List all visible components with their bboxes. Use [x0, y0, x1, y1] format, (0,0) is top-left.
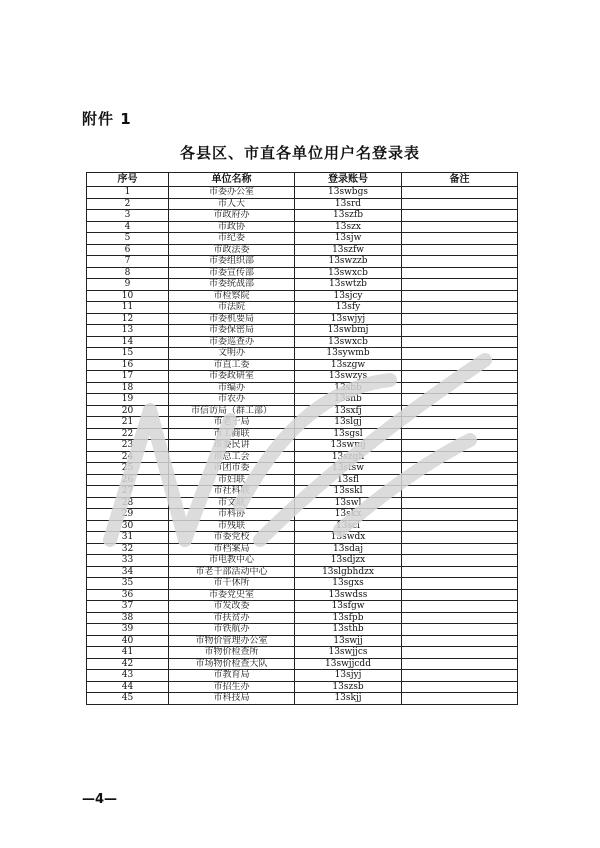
cell-index: 45: [87, 693, 169, 705]
cell-index: 23: [87, 440, 169, 452]
cell-login-account: 13swzys: [295, 371, 402, 383]
cell-login-account: 13sywmb: [295, 348, 402, 360]
cell-remarks: [402, 233, 518, 245]
table-header-row: [87, 173, 518, 187]
cell-unit-name: 市政协: [169, 221, 295, 233]
table-row: [87, 233, 518, 245]
cell-login-account: 13swjj: [295, 635, 402, 647]
cell-unit-name: 市委统战部: [169, 279, 295, 291]
cell-remarks: [402, 325, 518, 337]
cell-index: 1: [87, 187, 169, 199]
cell-login-account: 13sfy: [295, 302, 402, 314]
cell-unit-name: 市农办: [169, 394, 295, 406]
table-row: [87, 693, 518, 705]
cell-unit-name: 市委保密局: [169, 325, 295, 337]
cell-remarks: [402, 474, 518, 486]
cell-index: 27: [87, 486, 169, 498]
cell-remarks: [402, 681, 518, 693]
cell-unit-name: 市发改委: [169, 601, 295, 613]
cell-login-account: 13swbmj: [295, 325, 402, 337]
cell-remarks: [402, 290, 518, 302]
cell-remarks: [402, 382, 518, 394]
table-row: [87, 658, 518, 670]
cell-unit-name: 市政法委: [169, 244, 295, 256]
cell-index: 38: [87, 612, 169, 624]
cell-remarks: [402, 394, 518, 406]
cell-index: 8: [87, 267, 169, 279]
cell-index: 20: [87, 405, 169, 417]
cell-unit-name: 市信访局（群工部）: [169, 405, 295, 417]
cell-remarks: [402, 221, 518, 233]
cell-index: 11: [87, 302, 169, 314]
cell-unit-name: 市档案局: [169, 543, 295, 555]
cell-index: 31: [87, 532, 169, 544]
cell-index: 28: [87, 497, 169, 509]
cell-login-account: 13szsb: [295, 681, 402, 693]
table-row: [87, 405, 518, 417]
cell-remarks: [402, 601, 518, 613]
table-row: [87, 612, 518, 624]
cell-index: 4: [87, 221, 169, 233]
cell-login-account: 13sfgw: [295, 601, 402, 613]
cell-login-account: 13swdx: [295, 532, 402, 544]
cell-index: 10: [87, 290, 169, 302]
cell-unit-name: 市纪委: [169, 233, 295, 245]
cell-unit-name: 市物价检查所: [169, 647, 295, 659]
table-row: [87, 589, 518, 601]
cell-index: 5: [87, 233, 169, 245]
cell-index: 29: [87, 509, 169, 521]
cell-remarks: [402, 267, 518, 279]
cell-unit-name: 市委政研室: [169, 371, 295, 383]
cell-index: 16: [87, 359, 169, 371]
table-row: [87, 566, 518, 578]
table-row: [87, 647, 518, 659]
table-row: [87, 578, 518, 590]
cell-unit-name: 市铁航办: [169, 624, 295, 636]
cell-index: 2: [87, 198, 169, 210]
cell-remarks: [402, 532, 518, 544]
cell-index: 37: [87, 601, 169, 613]
cell-login-account: 13skx: [295, 509, 402, 521]
cell-login-account: 13sgxs: [295, 578, 402, 590]
cell-remarks: [402, 336, 518, 348]
table-row: [87, 440, 518, 452]
cell-index: 42: [87, 658, 169, 670]
cell-index: 43: [87, 670, 169, 682]
cell-index: 41: [87, 647, 169, 659]
cell-remarks: [402, 543, 518, 555]
cell-remarks: [402, 624, 518, 636]
cell-login-account: 13slgj: [295, 417, 402, 429]
cell-index: 26: [87, 474, 169, 486]
table-row: [87, 520, 518, 532]
cell-login-account: 13swtzb: [295, 279, 402, 291]
table-row: [87, 313, 518, 325]
table-row: [87, 681, 518, 693]
cell-unit-name: 市老干部活动中心: [169, 566, 295, 578]
cell-index: 13: [87, 325, 169, 337]
cell-remarks: [402, 256, 518, 268]
cell-remarks: [402, 198, 518, 210]
cell-login-account: 13szx: [295, 221, 402, 233]
table-row: [87, 670, 518, 682]
cell-index: 40: [87, 635, 169, 647]
cell-unit-name: 市招生办: [169, 681, 295, 693]
cell-unit-name: 市场物价检查大队: [169, 658, 295, 670]
cell-login-account: 13szfw: [295, 244, 402, 256]
cell-remarks: [402, 405, 518, 417]
cell-login-account: 13scl: [295, 520, 402, 532]
cell-unit-name: 市教育局: [169, 670, 295, 682]
cell-remarks: [402, 497, 518, 509]
cell-remarks: [402, 658, 518, 670]
cell-login-account: 13szfb: [295, 210, 402, 222]
cell-remarks: [402, 578, 518, 590]
cell-unit-name: 市残联: [169, 520, 295, 532]
table-row: [87, 532, 518, 544]
table-row: [87, 302, 518, 314]
cell-index: 17: [87, 371, 169, 383]
cell-unit-name: 市政府办: [169, 210, 295, 222]
table-row: [87, 486, 518, 498]
cell-unit-name: 市工商联: [169, 428, 295, 440]
cell-remarks: [402, 417, 518, 429]
cell-login-account: 13skjj: [295, 693, 402, 705]
table-row: [87, 509, 518, 521]
cell-remarks: [402, 440, 518, 452]
header-login-account: 登录账号: [295, 173, 402, 187]
header-index: 序号: [87, 173, 169, 187]
header-unit-name: 单位名称: [169, 173, 295, 187]
cell-index: 30: [87, 520, 169, 532]
cell-index: 32: [87, 543, 169, 555]
cell-remarks: [402, 670, 518, 682]
cell-login-account: 13swmj: [295, 440, 402, 452]
cell-index: 7: [87, 256, 169, 268]
cell-unit-name: 市文联: [169, 497, 295, 509]
cell-login-account: 13snb: [295, 394, 402, 406]
table-row: [87, 256, 518, 268]
table-row: [87, 348, 518, 360]
cell-unit-name: 市电教中心: [169, 555, 295, 567]
table-row: [87, 451, 518, 463]
cell-login-account: 13szgw: [295, 359, 402, 371]
cell-login-account: 13sfl: [295, 474, 402, 486]
cell-index: 21: [87, 417, 169, 429]
cell-login-account: 13slgbhdzx: [295, 566, 402, 578]
cell-unit-name: 文明办: [169, 348, 295, 360]
cell-unit-name: 市社科联: [169, 486, 295, 498]
cell-index: 35: [87, 578, 169, 590]
cell-login-account: 13sfpb: [295, 612, 402, 624]
table-row: [87, 244, 518, 256]
table-row: [87, 290, 518, 302]
cell-index: 19: [87, 394, 169, 406]
cell-login-account: 13sdaj: [295, 543, 402, 555]
page-number: —4—: [82, 792, 118, 807]
cell-unit-name: 市老干局: [169, 417, 295, 429]
cell-remarks: [402, 635, 518, 647]
cell-login-account: 13swdss: [295, 589, 402, 601]
cell-unit-name: 市团市委: [169, 463, 295, 475]
table-row: [87, 463, 518, 475]
table-row: [87, 267, 518, 279]
cell-index: 33: [87, 555, 169, 567]
cell-remarks: [402, 463, 518, 475]
table-row: [87, 635, 518, 647]
cell-login-account: 13swjyj: [295, 313, 402, 325]
cell-remarks: [402, 279, 518, 291]
table-row: [87, 221, 518, 233]
cell-remarks: [402, 520, 518, 532]
table-row: [87, 417, 518, 429]
cell-index: 34: [87, 566, 169, 578]
cell-remarks: [402, 371, 518, 383]
cell-login-account: 13swzzb: [295, 256, 402, 268]
document-title: 各县区、市直各单位用户名登录表: [179, 144, 420, 162]
cell-unit-name: 市扶贫办: [169, 612, 295, 624]
cell-index: 3: [87, 210, 169, 222]
cell-unit-name: 市检察院: [169, 290, 295, 302]
cell-unit-name: 市干休所: [169, 578, 295, 590]
cell-index: 14: [87, 336, 169, 348]
cell-login-account: 13szgh: [295, 451, 402, 463]
cell-index: 12: [87, 313, 169, 325]
table-row: [87, 198, 518, 210]
cell-login-account: 13sbb: [295, 382, 402, 394]
cell-unit-name: 市科技局: [169, 693, 295, 705]
cell-login-account: 13sdjzx: [295, 555, 402, 567]
cell-index: 22: [87, 428, 169, 440]
cell-login-account: 13sskl: [295, 486, 402, 498]
cell-remarks: [402, 348, 518, 360]
table-row: [87, 359, 518, 371]
cell-unit-name: 市委办公室: [169, 187, 295, 199]
cell-remarks: [402, 187, 518, 199]
table-row: [87, 210, 518, 222]
cell-remarks: [402, 428, 518, 440]
cell-unit-name: 市人大: [169, 198, 295, 210]
cell-unit-name: 市物价管理办公室: [169, 635, 295, 647]
cell-login-account: 13sjyj: [295, 670, 402, 682]
user-login-table: [86, 172, 518, 705]
cell-login-account: 13sjcy: [295, 290, 402, 302]
cell-remarks: [402, 509, 518, 521]
cell-login-account: 13sxfj: [295, 405, 402, 417]
cell-remarks: [402, 589, 518, 601]
cell-remarks: [402, 486, 518, 498]
table-row: [87, 428, 518, 440]
cell-login-account: 13sjw: [295, 233, 402, 245]
cell-unit-name: 市直工委: [169, 359, 295, 371]
table-row: [87, 187, 518, 199]
cell-index: 15: [87, 348, 169, 360]
cell-login-account: 13swjjcs: [295, 647, 402, 659]
cell-remarks: [402, 244, 518, 256]
cell-unit-name: 市委组织部: [169, 256, 295, 268]
cell-login-account: 13sthb: [295, 624, 402, 636]
table-row: [87, 474, 518, 486]
cell-unit-name: 市法院: [169, 302, 295, 314]
cell-unit-name: 市委党校: [169, 532, 295, 544]
cell-remarks: [402, 566, 518, 578]
cell-remarks: [402, 359, 518, 371]
cell-remarks: [402, 210, 518, 222]
table-row: [87, 382, 518, 394]
cell-index: 9: [87, 279, 169, 291]
cell-unit-name: 市委党史室: [169, 589, 295, 601]
cell-login-account: 13swl: [295, 497, 402, 509]
cell-index: 25: [87, 463, 169, 475]
cell-index: 44: [87, 681, 169, 693]
cell-index: 6: [87, 244, 169, 256]
table-row: [87, 394, 518, 406]
table-body: [87, 187, 518, 705]
table-row: [87, 543, 518, 555]
table-row: [87, 624, 518, 636]
cell-unit-name: 市编办: [169, 382, 295, 394]
table-row: [87, 336, 518, 348]
cell-remarks: [402, 693, 518, 705]
cell-login-account: 13srd: [295, 198, 402, 210]
table-row: [87, 371, 518, 383]
cell-remarks: [402, 313, 518, 325]
header-remarks: 备注: [402, 173, 518, 187]
cell-remarks: [402, 612, 518, 624]
table-row: [87, 555, 518, 567]
table-row: [87, 325, 518, 337]
table-row: [87, 601, 518, 613]
cell-index: 36: [87, 589, 169, 601]
table-row: [87, 497, 518, 509]
cell-login-account: 13swbgs: [295, 187, 402, 199]
cell-unit-name: 市科协: [169, 509, 295, 521]
cell-login-account: 13sgsl: [295, 428, 402, 440]
cell-unit-name: 市委民讲: [169, 440, 295, 452]
cell-unit-name: 市委巡查办: [169, 336, 295, 348]
cell-index: 39: [87, 624, 169, 636]
cell-index: 24: [87, 451, 169, 463]
cell-remarks: [402, 555, 518, 567]
cell-login-account: 13stsw: [295, 463, 402, 475]
cell-login-account: 13swxcb: [295, 267, 402, 279]
cell-remarks: [402, 647, 518, 659]
cell-index: 18: [87, 382, 169, 394]
cell-unit-name: 市总工会: [169, 451, 295, 463]
cell-unit-name: 市委宣传部: [169, 267, 295, 279]
cell-unit-name: 市妇联: [169, 474, 295, 486]
cell-remarks: [402, 302, 518, 314]
table-row: [87, 279, 518, 291]
cell-login-account: 13swxcb: [295, 336, 402, 348]
attachment-label: 附件 1: [82, 110, 132, 128]
cell-login-account: 13swjjcdd: [295, 658, 402, 670]
cell-remarks: [402, 451, 518, 463]
cell-unit-name: 市委机要局: [169, 313, 295, 325]
